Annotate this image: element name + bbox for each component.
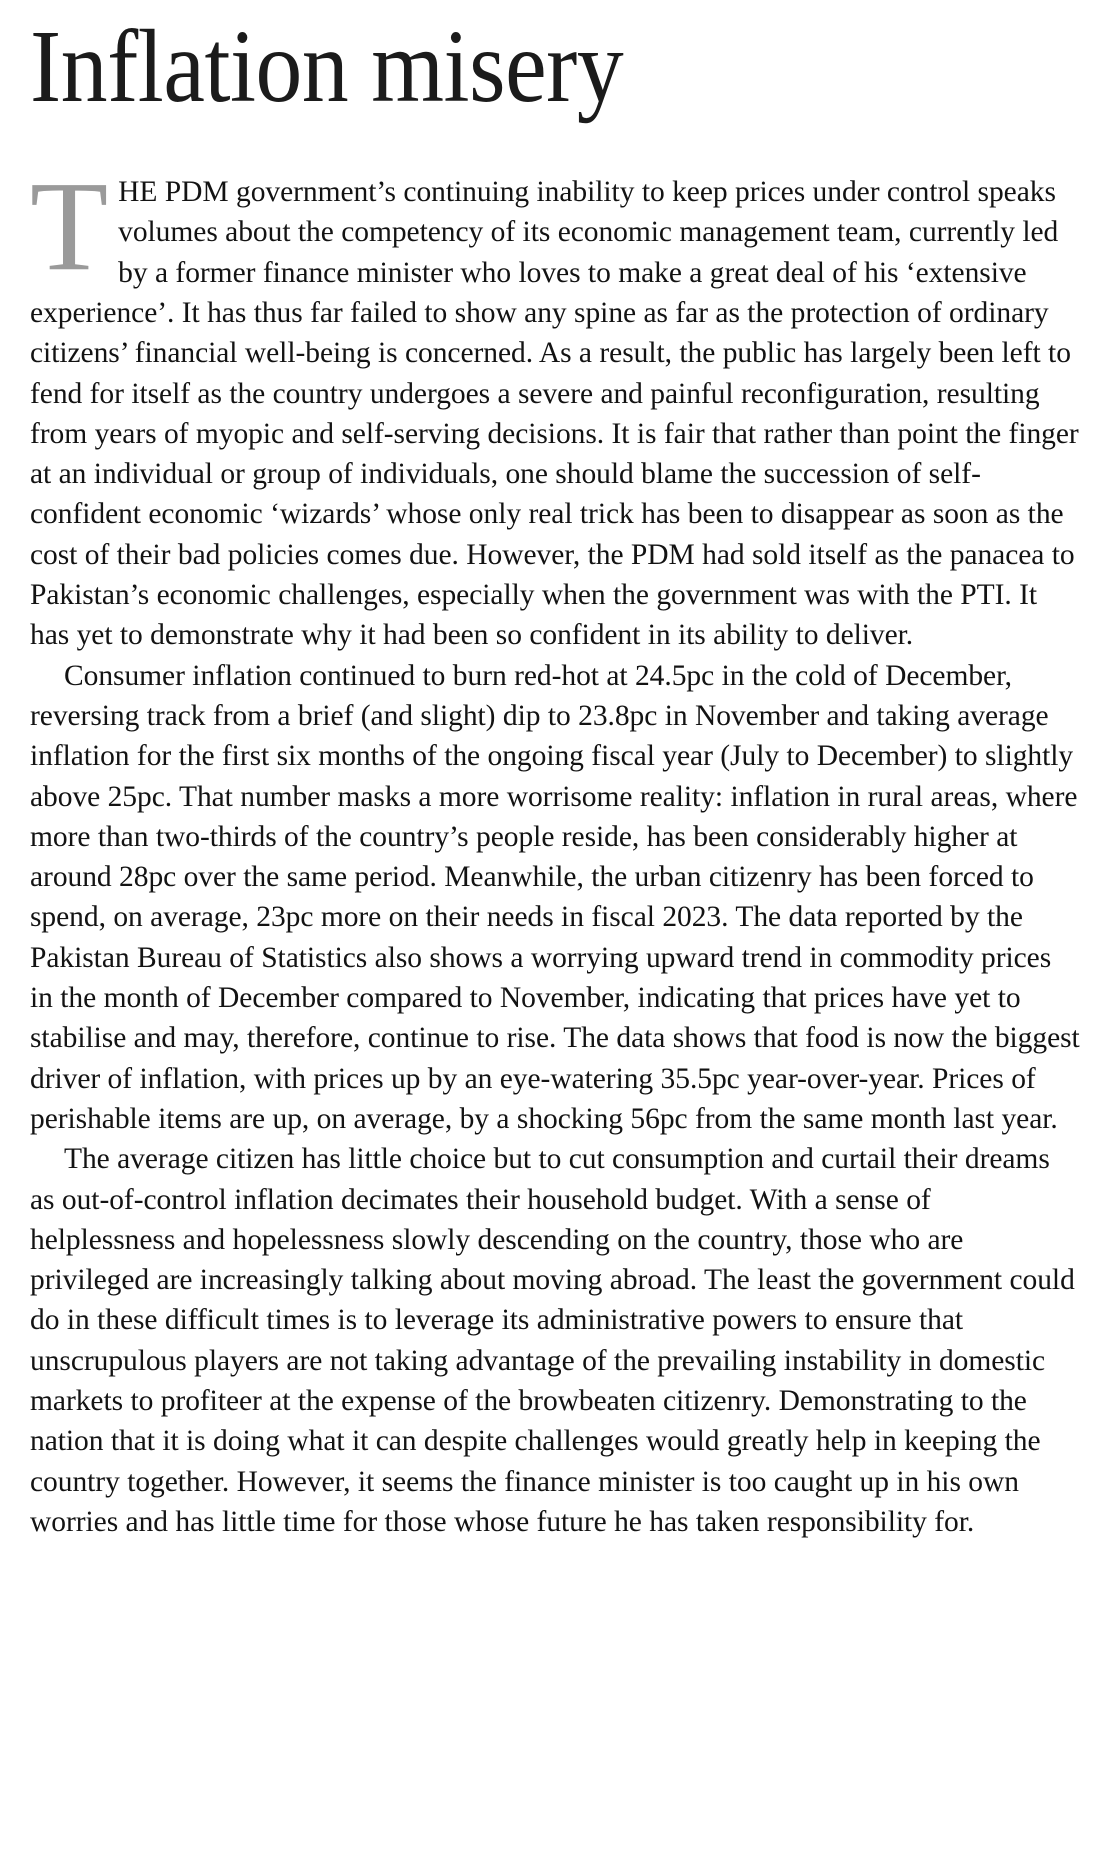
paragraph-3: The average citizen has little choice but to cut consumption and curtail their dreams as out-of-control inflation decimates their household budget. With a sense of helplessness and hopelessness slowly descending on the country, those who are privileged are increasingly talking about moving abroad. The least the government could do in these difficult times is to leverage its administrative powers to ensure that unscrupulous players are not taking advantage of the prevailing instability in domestic markets to profiteer at the expense of the browbeaten citizenry. Demonstrating to the nation that it is doing what it can despite challenges would greatly help in keeping the country together. However, it seems the finance minister is too caught up in his own worries and has little time for those whose future he has taken responsibility for. bbox=[30, 1143, 1075, 1538]
paragraph-1 bbox=[30, 155, 1081, 656]
paragraph-2: Consumer inflation continued to burn red-hot at 24.5pc in the cold of December, reversing track from a brief (and slight) dip to 23.8pc in November and taking average inflation for the first six months of the ongoing fiscal year (July to December) to slightly above 25pc. That number masks a more worrisome reality: inflation in rural areas, where more than two-thirds of the country’s people reside, has been considerably higher at around 28pc over the same period. Meanwhile, the urban citizenry has been forced to spend, on average, 23pc more on their needs in fiscal 2023. The data reported by the Pakistan Bureau of Statistics also shows a worrying upward trend in commodity prices in the month of December compared to November, indicating that prices have yet to stabilise and may, therefore, continue to rise. The data shows that food is now the biggest driver of inflation, with prices up by an eye-watering 35.5pc year-over-year. Prices of perishable items are up, on average, by a shocking 56pc from the same month last year. bbox=[30, 659, 1080, 1135]
drop-cap: T bbox=[30, 155, 109, 298]
headline-block bbox=[0, 0, 1109, 124]
paragraph-1-text: HE PDM government’s continuing inability to keep prices under control speaks volumes about the competency of its economic management team, currently led by a former finance minister who loves to make a great deal of his ‘extensive experience’. It has thus far failed to show any spine as far as the protection of ordinary citizens’ financial well-being is concerned. As a result, the public has largely been left to fend for itself as the country undergoes a severe and painful reconfiguration, resulting from years of myopic and self-serving decisions. It is fair that rather than point the finger at an individual or group of individuals, one should blame the succession of self-confident economic ‘wizards’ whose only real trick has been to disappear as soon as the cost of their bad policies comes due. However, the PDM had sold itself as the panacea to Pakistan’s economic challenges, especially when the government was with the PTI. It has yet to demonstrate why it had been so confident in its ability to deliver. bbox=[30, 176, 1079, 652]
page-title: Inflation misery bbox=[30, 9, 624, 124]
article-body bbox=[0, 120, 1109, 1542]
